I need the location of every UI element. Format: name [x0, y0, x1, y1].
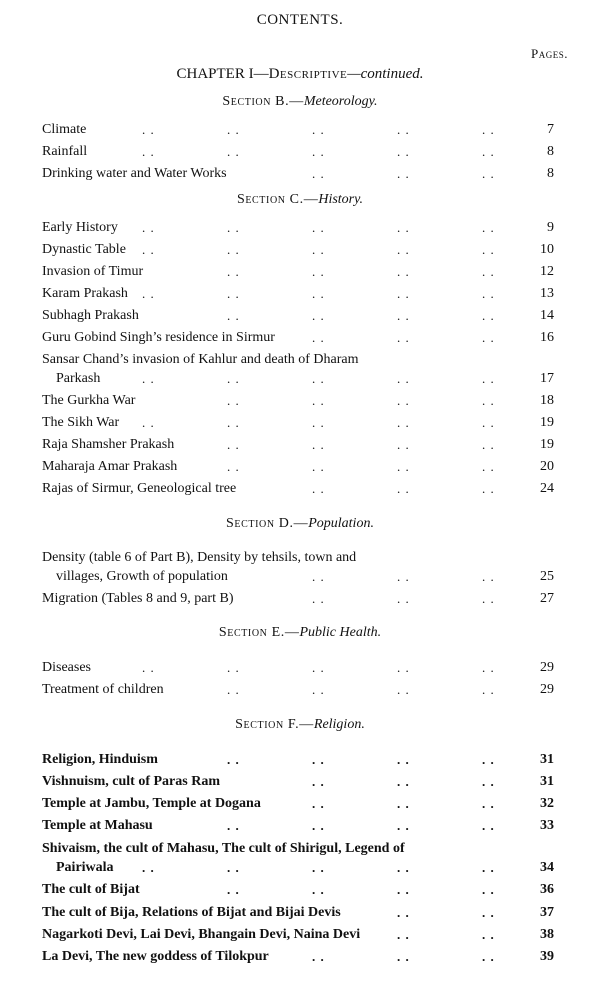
leader-dots: . . — [397, 393, 410, 408]
leader-dots: . . — [312, 166, 325, 181]
leader-dots: . . — [397, 437, 410, 452]
leader-dots: . . — [397, 330, 410, 345]
entry-title: Temple at Mahasu — [42, 818, 153, 833]
leader-dots: . . — [482, 774, 495, 789]
entry-title: Subhagh Prakash — [42, 308, 139, 323]
entry-title: The cult of Bija, Relations of Bijat and Bijai Devis — [42, 905, 341, 920]
leader-dots: . . — [142, 660, 155, 675]
leader-dots: . . — [482, 122, 495, 137]
leader-dots: . . — [397, 818, 410, 833]
leader-dots: . . — [142, 860, 155, 875]
chapter-descriptive: Descriptive — [268, 66, 348, 82]
leader-dots: . . — [482, 682, 495, 697]
leader-dots: . . — [312, 569, 325, 584]
leader-dots: . . — [227, 144, 240, 159]
leader-dots: . . — [482, 860, 495, 875]
entry-title: Density (table 6 of Part B), Density by tehsils, town and — [42, 550, 357, 565]
leader-dots: . . — [312, 144, 325, 159]
entry-page: 20 — [540, 459, 554, 474]
leader-dots: . . — [312, 660, 325, 675]
entry-title: La Devi, The new goddess of Tilokpur — [42, 949, 269, 964]
entry-title: Vishnuism, cult of Paras Ram — [42, 774, 220, 789]
leader-dots: . . — [312, 415, 325, 430]
entry-title: Nagarkoti Devi, Lai Devi, Bhangain Devi, Naina Devi — [42, 927, 361, 942]
leader-dots: . . — [482, 415, 495, 430]
entry-page: 9 — [547, 220, 554, 235]
leader-dots: . . — [312, 752, 325, 767]
leader-dots: . . — [227, 860, 240, 875]
leader-dots: . . — [312, 481, 325, 496]
leader-dots: . . — [227, 660, 240, 675]
section-label: Section C.— — [236, 192, 319, 207]
leader-dots: . . — [482, 818, 495, 833]
leader-dots: . . — [142, 286, 155, 301]
section-label: Section E.— — [218, 625, 300, 640]
leader-dots: . . — [312, 242, 325, 257]
leader-dots: . . — [312, 286, 325, 301]
leader-dots: . . — [482, 905, 495, 920]
leader-dots: . . — [482, 882, 495, 897]
leader-dots: . . — [482, 481, 495, 496]
leader-dots: . . — [397, 122, 410, 137]
leader-dots: . . — [312, 818, 325, 833]
leader-dots: . . — [482, 264, 495, 279]
entry-page: 34 — [540, 860, 554, 875]
entry-page: 38 — [540, 927, 554, 942]
entry-title: Maharaja Amar Prakash — [42, 459, 178, 474]
entry-title: Early History — [42, 220, 118, 235]
entry-title: Rajas of Sirmur, Geneological tree — [42, 481, 237, 496]
entry-page: 12 — [540, 264, 554, 279]
entry-page: 32 — [540, 796, 554, 811]
entry-title-continued: Pairiwala — [56, 860, 114, 875]
section-title: History. — [318, 192, 364, 207]
leader-dots: . . — [227, 371, 240, 386]
leader-dots: . . — [312, 308, 325, 323]
entry-title: Treatment of children — [42, 682, 164, 697]
entry-page: 14 — [540, 308, 554, 323]
leader-dots: . . — [227, 393, 240, 408]
leader-dots: . . — [312, 682, 325, 697]
leader-dots: . . — [227, 818, 240, 833]
leader-dots: . . — [227, 286, 240, 301]
chapter-heading — [0, 66, 600, 83]
leader-dots: . . — [397, 796, 410, 811]
leader-dots: . . — [227, 752, 240, 767]
leader-dots: . . — [312, 264, 325, 279]
leader-dots: . . — [397, 308, 410, 323]
leader-dots: . . — [482, 437, 495, 452]
entry-page: 10 — [540, 242, 554, 257]
leader-dots: . . — [312, 330, 325, 345]
leader-dots: . . — [482, 286, 495, 301]
entry-title: Diseases — [42, 660, 91, 675]
leader-dots: . . — [482, 330, 495, 345]
entry-title: Sansar Chand’s invasion of Kahlur and death of Dharam — [42, 352, 359, 367]
leader-dots: . . — [312, 122, 325, 137]
leader-dots: . . — [227, 459, 240, 474]
section-heading-b — [0, 94, 600, 110]
entry-page: 16 — [540, 330, 554, 345]
leader-dots: . . — [397, 682, 410, 697]
leader-dots: . . — [397, 415, 410, 430]
leader-dots: . . — [312, 591, 325, 606]
leader-dots: . . — [312, 220, 325, 235]
leader-dots: . . — [227, 437, 240, 452]
section-label: Section F.— — [235, 717, 314, 732]
leader-dots: . . — [482, 660, 495, 675]
leader-dots: . . — [142, 371, 155, 386]
leader-dots: . . — [142, 122, 155, 137]
leader-dots: . . — [397, 264, 410, 279]
leader-dots: . . — [482, 393, 495, 408]
leader-dots: . . — [312, 437, 325, 452]
leader-dots: . . — [142, 144, 155, 159]
entry-page: 33 — [540, 818, 554, 833]
entry-page: 8 — [547, 166, 554, 181]
leader-dots: . . — [397, 882, 410, 897]
leader-dots: . . — [397, 660, 410, 675]
entry-title-continued: Parkash — [56, 371, 101, 386]
leader-dots: . . — [397, 591, 410, 606]
entry-title: Temple at Jambu, Temple at Dogana — [42, 796, 261, 811]
leader-dots: . . — [227, 264, 240, 279]
entry-title: Religion, Hinduism — [42, 752, 158, 767]
entry-title: Dynastic Table — [42, 242, 126, 257]
leader-dots: . . — [397, 371, 410, 386]
entry-title: Climate — [42, 122, 87, 137]
leader-dots: . . — [397, 481, 410, 496]
entry-page: 37 — [540, 905, 554, 920]
leader-dots: . . — [482, 371, 495, 386]
chapter-prefix: CHAPTER I— — [176, 66, 269, 82]
toc-entry — [42, 549, 554, 587]
section-label: Section D.— — [226, 516, 309, 531]
leader-dots: . . — [482, 166, 495, 181]
entry-page: 36 — [540, 882, 554, 897]
entry-page: 18 — [540, 393, 554, 408]
leader-dots: . . — [482, 949, 495, 964]
entry-title: Raja Shamsher Prakash — [42, 437, 175, 452]
section-title: Public Health. — [299, 625, 382, 640]
leader-dots: . . — [312, 459, 325, 474]
entry-page: 25 — [540, 569, 554, 584]
entry-page: 24 — [540, 481, 554, 496]
entry-title: Migration (Tables 8 and 9, part B) — [42, 591, 234, 606]
leader-dots: . . — [227, 682, 240, 697]
entry-title: The Sikh War — [42, 415, 120, 430]
entry-page: 13 — [540, 286, 554, 301]
entry-page: 29 — [540, 682, 554, 697]
leader-dots: . . — [397, 242, 410, 257]
leader-dots: . . — [482, 220, 495, 235]
leader-dots: . . — [312, 949, 325, 964]
leader-dots: . . — [482, 569, 495, 584]
entry-page: 19 — [540, 437, 554, 452]
section-heading-f — [0, 717, 600, 733]
leader-dots: . . — [482, 796, 495, 811]
leader-dots: . . — [227, 308, 240, 323]
leader-dots: . . — [227, 415, 240, 430]
leader-dots: . . — [227, 882, 240, 897]
leader-dots: . . — [142, 220, 155, 235]
leader-dots: . . — [397, 905, 410, 920]
section-heading-d — [0, 516, 600, 532]
entry-page: 7 — [547, 122, 554, 137]
leader-dots: . . — [397, 459, 410, 474]
page-title: CONTENTS. — [256, 12, 344, 28]
leader-dots: . . — [397, 774, 410, 789]
entry-page: 27 — [540, 591, 554, 606]
leader-dots: . . — [397, 860, 410, 875]
chapter-continued: —continued. — [347, 66, 424, 82]
pages-column-header: Pages. — [531, 46, 568, 61]
entry-page: 19 — [540, 415, 554, 430]
entry-page: 31 — [540, 752, 554, 767]
toc-entry — [42, 351, 554, 389]
leader-dots: . . — [227, 122, 240, 137]
section-title: Religion. — [313, 717, 365, 732]
entry-page: 8 — [547, 144, 554, 159]
section-label: Section B.— — [222, 94, 304, 109]
leader-dots: . . — [482, 927, 495, 942]
entry-title: Rainfall — [42, 144, 88, 159]
leader-dots: . . — [397, 569, 410, 584]
leader-dots: . . — [482, 752, 495, 767]
entry-page: 39 — [540, 949, 554, 964]
entry-title: Invasion of Timur — [42, 264, 144, 279]
leader-dots: . . — [142, 242, 155, 257]
section-heading-e — [0, 625, 600, 641]
leader-dots: . . — [312, 882, 325, 897]
leader-dots: . . — [142, 415, 155, 430]
leader-dots: . . — [482, 144, 495, 159]
leader-dots: . . — [397, 166, 410, 181]
leader-dots: . . — [482, 308, 495, 323]
leader-dots: . . — [312, 393, 325, 408]
entry-title: Karam Prakash — [42, 286, 128, 301]
entry-title: Guru Gobind Singh’s residence in Sirmur — [42, 330, 275, 345]
entry-title-continued: villages, Growth of population — [56, 569, 228, 584]
leader-dots: . . — [397, 752, 410, 767]
leader-dots: . . — [397, 927, 410, 942]
leader-dots: . . — [397, 144, 410, 159]
leader-dots: . . — [227, 242, 240, 257]
entry-page: 31 — [540, 774, 554, 789]
entry-title: Shivaism, the cult of Mahasu, The cult of Shirigul, Legend of — [42, 841, 405, 856]
section-title: Population. — [308, 516, 374, 531]
entry-title: The Gurkha War — [42, 393, 136, 408]
entry-page: 17 — [540, 371, 554, 386]
entry-title: Drinking water and Water Works — [42, 166, 227, 181]
leader-dots: . . — [397, 949, 410, 964]
toc-entry — [42, 840, 554, 878]
entry-page: 29 — [540, 660, 554, 675]
leader-dots: . . — [227, 220, 240, 235]
leader-dots: . . — [482, 242, 495, 257]
leader-dots: . . — [482, 459, 495, 474]
entry-title: The cult of Bijat — [42, 882, 140, 897]
leader-dots: . . — [312, 774, 325, 789]
section-heading-c — [0, 192, 600, 208]
leader-dots: . . — [482, 591, 495, 606]
leader-dots: . . — [312, 860, 325, 875]
leader-dots: . . — [397, 286, 410, 301]
section-title: Meteorology. — [303, 94, 378, 109]
leader-dots: . . — [312, 371, 325, 386]
leader-dots: . . — [312, 796, 325, 811]
leader-dots: . . — [397, 220, 410, 235]
